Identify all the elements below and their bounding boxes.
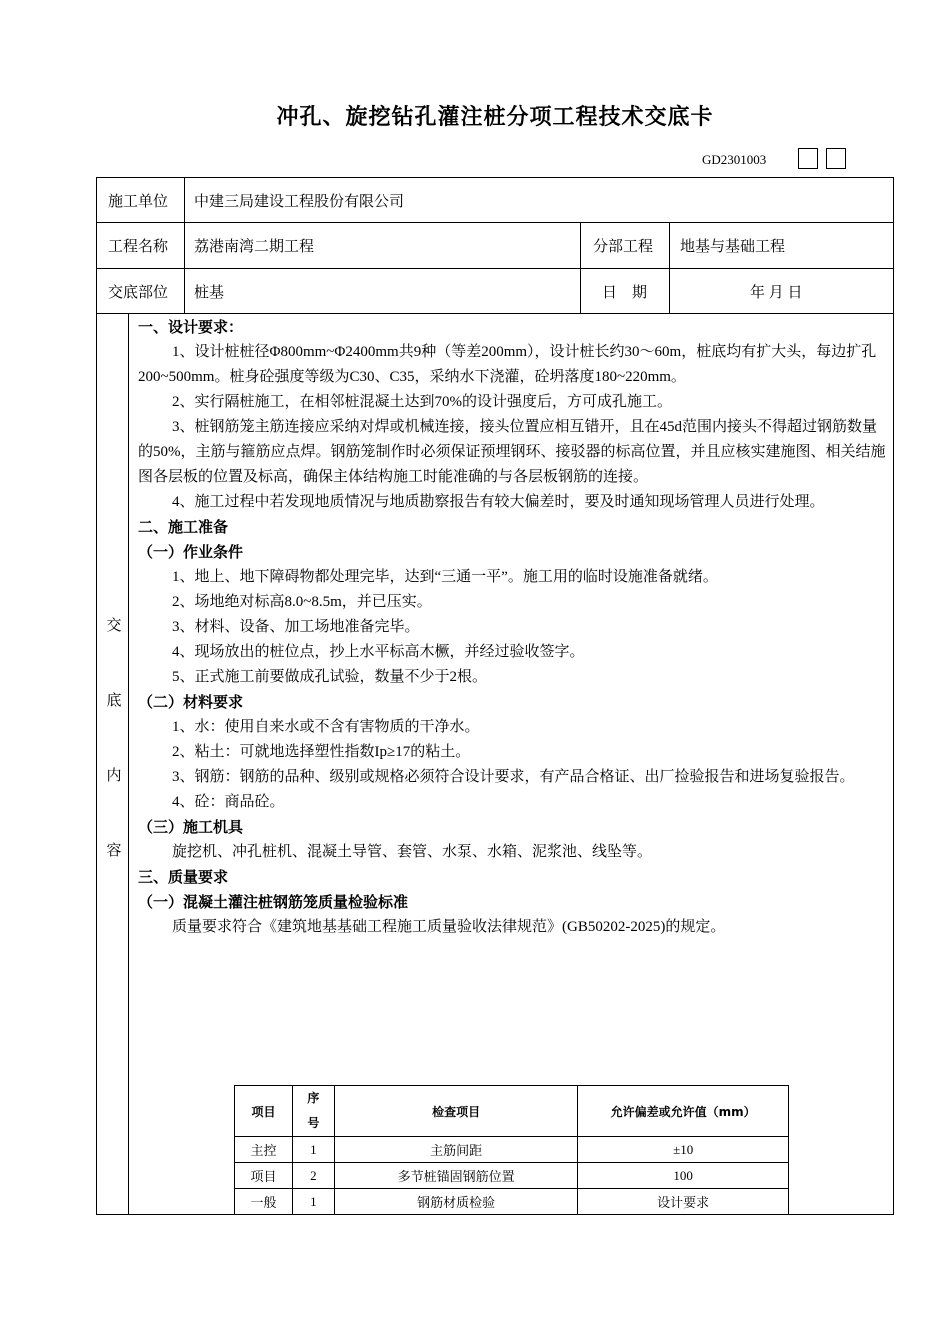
side-divider <box>128 313 129 1215</box>
part-label: 交底部位 <box>108 284 169 301</box>
table-cell: 1 <box>292 1137 334 1163</box>
table-header <box>292 1086 334 1137</box>
table-cell: 1 <box>292 1189 334 1215</box>
table-row <box>235 1189 789 1215</box>
col-divider <box>580 222 581 313</box>
section-heading: 一、设计要求： <box>138 318 244 336</box>
checkbox-1[interactable] <box>798 148 818 169</box>
table-header: 允许偏差或允许值（mm） <box>578 1086 789 1137</box>
disclosure-content <box>138 315 886 940</box>
project-label: 工程名称 <box>108 239 169 255</box>
date-label: 日 期 <box>602 284 648 301</box>
paragraph: 2、场地绝对标高8.0~8.5m，并已压实。 <box>172 594 432 610</box>
table-header: 项目 <box>235 1086 293 1137</box>
paragraph: 2、实行隔桩施工，在相邻桩混凝土达到70%的设计强度后，方可成孔施工。 <box>172 394 672 410</box>
row-divider <box>96 313 894 314</box>
side-label-char: 容 <box>106 843 122 859</box>
paragraph: 1、设计桩桩径Φ800mm~Φ2400mm共9种（等差200mm），设计桩长约30～60m，桩底均有扩大头，每边扩孔200~500mm。桩身砼强度等级为C30、C35，采纳水下浇灌，砼坍落度180~220mm。 <box>138 344 877 385</box>
page-title: 冲孔、旋挖钻孔灌注桩分项工程技术交底卡 <box>276 105 714 130</box>
paragraph: 1、地上、地下障碍物都处理完毕，达到“三通一平”。施工用的临时设施准备就绪。 <box>172 569 718 585</box>
project-value: 荔港南湾二期工程 <box>194 239 315 255</box>
document-code: GD2301003 <box>702 152 767 167</box>
table-header: 检查项目 <box>334 1086 578 1137</box>
subsection-heading: （一）混凝土灌注桩钢筋笼质量检验标准 <box>138 893 409 911</box>
sub-label: 分部工程 <box>593 239 654 255</box>
unit-label: 施工单位 <box>108 193 169 210</box>
paragraph: 旋挖机、冲孔桩机、混凝土导管、套管、水泵、水箱、泥浆池、线坠等。 <box>172 844 653 860</box>
paragraph: 4、施工过程中若发现地质情况与地质勘察报告有较大偏差时，要及时通知现场管理人员进行处理。 <box>172 494 825 510</box>
side-label-char: 底 <box>106 693 122 709</box>
table-cell: 100 <box>578 1163 789 1189</box>
paragraph: 1、水：使用自来水或不含有害物质的干净水。 <box>172 719 480 735</box>
table-cell: ±10 <box>578 1137 789 1163</box>
table-header-seq: 序号 <box>307 1091 320 1130</box>
side-label-char: 内 <box>106 768 122 784</box>
table-cell: 多节桩锚固钢筋位置 <box>334 1163 578 1189</box>
paragraph: 3、材料、设备、加工场地准备完毕。 <box>172 619 420 635</box>
table-cell: 一般 <box>235 1189 293 1215</box>
quality-table <box>234 1085 789 1215</box>
section-heading: 三、质量要求 <box>138 868 229 886</box>
table-cell: 主控 <box>235 1137 293 1163</box>
paragraph: 2、粘土：可就地选择塑性指数Ip≥17的粘土。 <box>172 744 471 760</box>
paragraph: 4、砼：商品砼。 <box>172 794 285 810</box>
paragraph: 4、现场放出的桩位点，抄上水平标高木橛，并经过验收签字。 <box>172 644 585 660</box>
side-label-char: 交 <box>106 618 122 634</box>
section-heading: 二、施工准备 <box>138 518 229 536</box>
paragraph: 3、钢筋：钢筋的品种、级别或规格必须符合设计要求，有产品合格证、出厂捡验报告和进场复验报告。 <box>172 769 855 785</box>
table-row <box>235 1163 789 1189</box>
col-divider <box>669 222 670 313</box>
paragraph: 3、桩钢筋笼主筋连接应采纳对焊或机械连接，接头位置应相互错开，且在45d范围内接头不得超过钢筋数量的50%，主筋与箍筋应点焊。钢筋笼制作时必须保证预埋钢环、接驳器的标高位置，并且应核实建施图、相关结施图各层板的位置及标高，确保主体结构施工时能准确的与各层板钢筋的连接。 <box>138 419 886 485</box>
paragraph: 5、正式施工前要做成孔试验，数量不少于2根。 <box>172 669 488 685</box>
table-row <box>235 1137 789 1163</box>
date-value: 年 月 日 <box>750 284 803 301</box>
table-header-row <box>235 1086 789 1137</box>
table-cell: 设计要求 <box>578 1189 789 1215</box>
part-value: 桩基 <box>194 284 225 301</box>
table-cell: 钢筋材质检验 <box>334 1189 578 1215</box>
table-cell: 主筋间距 <box>334 1137 578 1163</box>
checkbox-2[interactable] <box>826 148 846 169</box>
paragraph: 质量要求符合《建筑地基基础工程施工质量验收法律规范》(GB50202-2025)的规定。 <box>172 919 726 935</box>
subsection-heading: （二）材料要求 <box>138 693 244 711</box>
sub-value: 地基与基础工程 <box>680 239 786 255</box>
subsection-heading: （一）作业条件 <box>138 543 244 561</box>
unit-value: 中建三局建设工程股份有限公司 <box>194 193 405 210</box>
table-cell: 2 <box>292 1163 334 1189</box>
table-cell: 项目 <box>235 1163 293 1189</box>
col-divider <box>184 177 185 313</box>
subsection-heading: （三）施工机具 <box>138 818 244 836</box>
